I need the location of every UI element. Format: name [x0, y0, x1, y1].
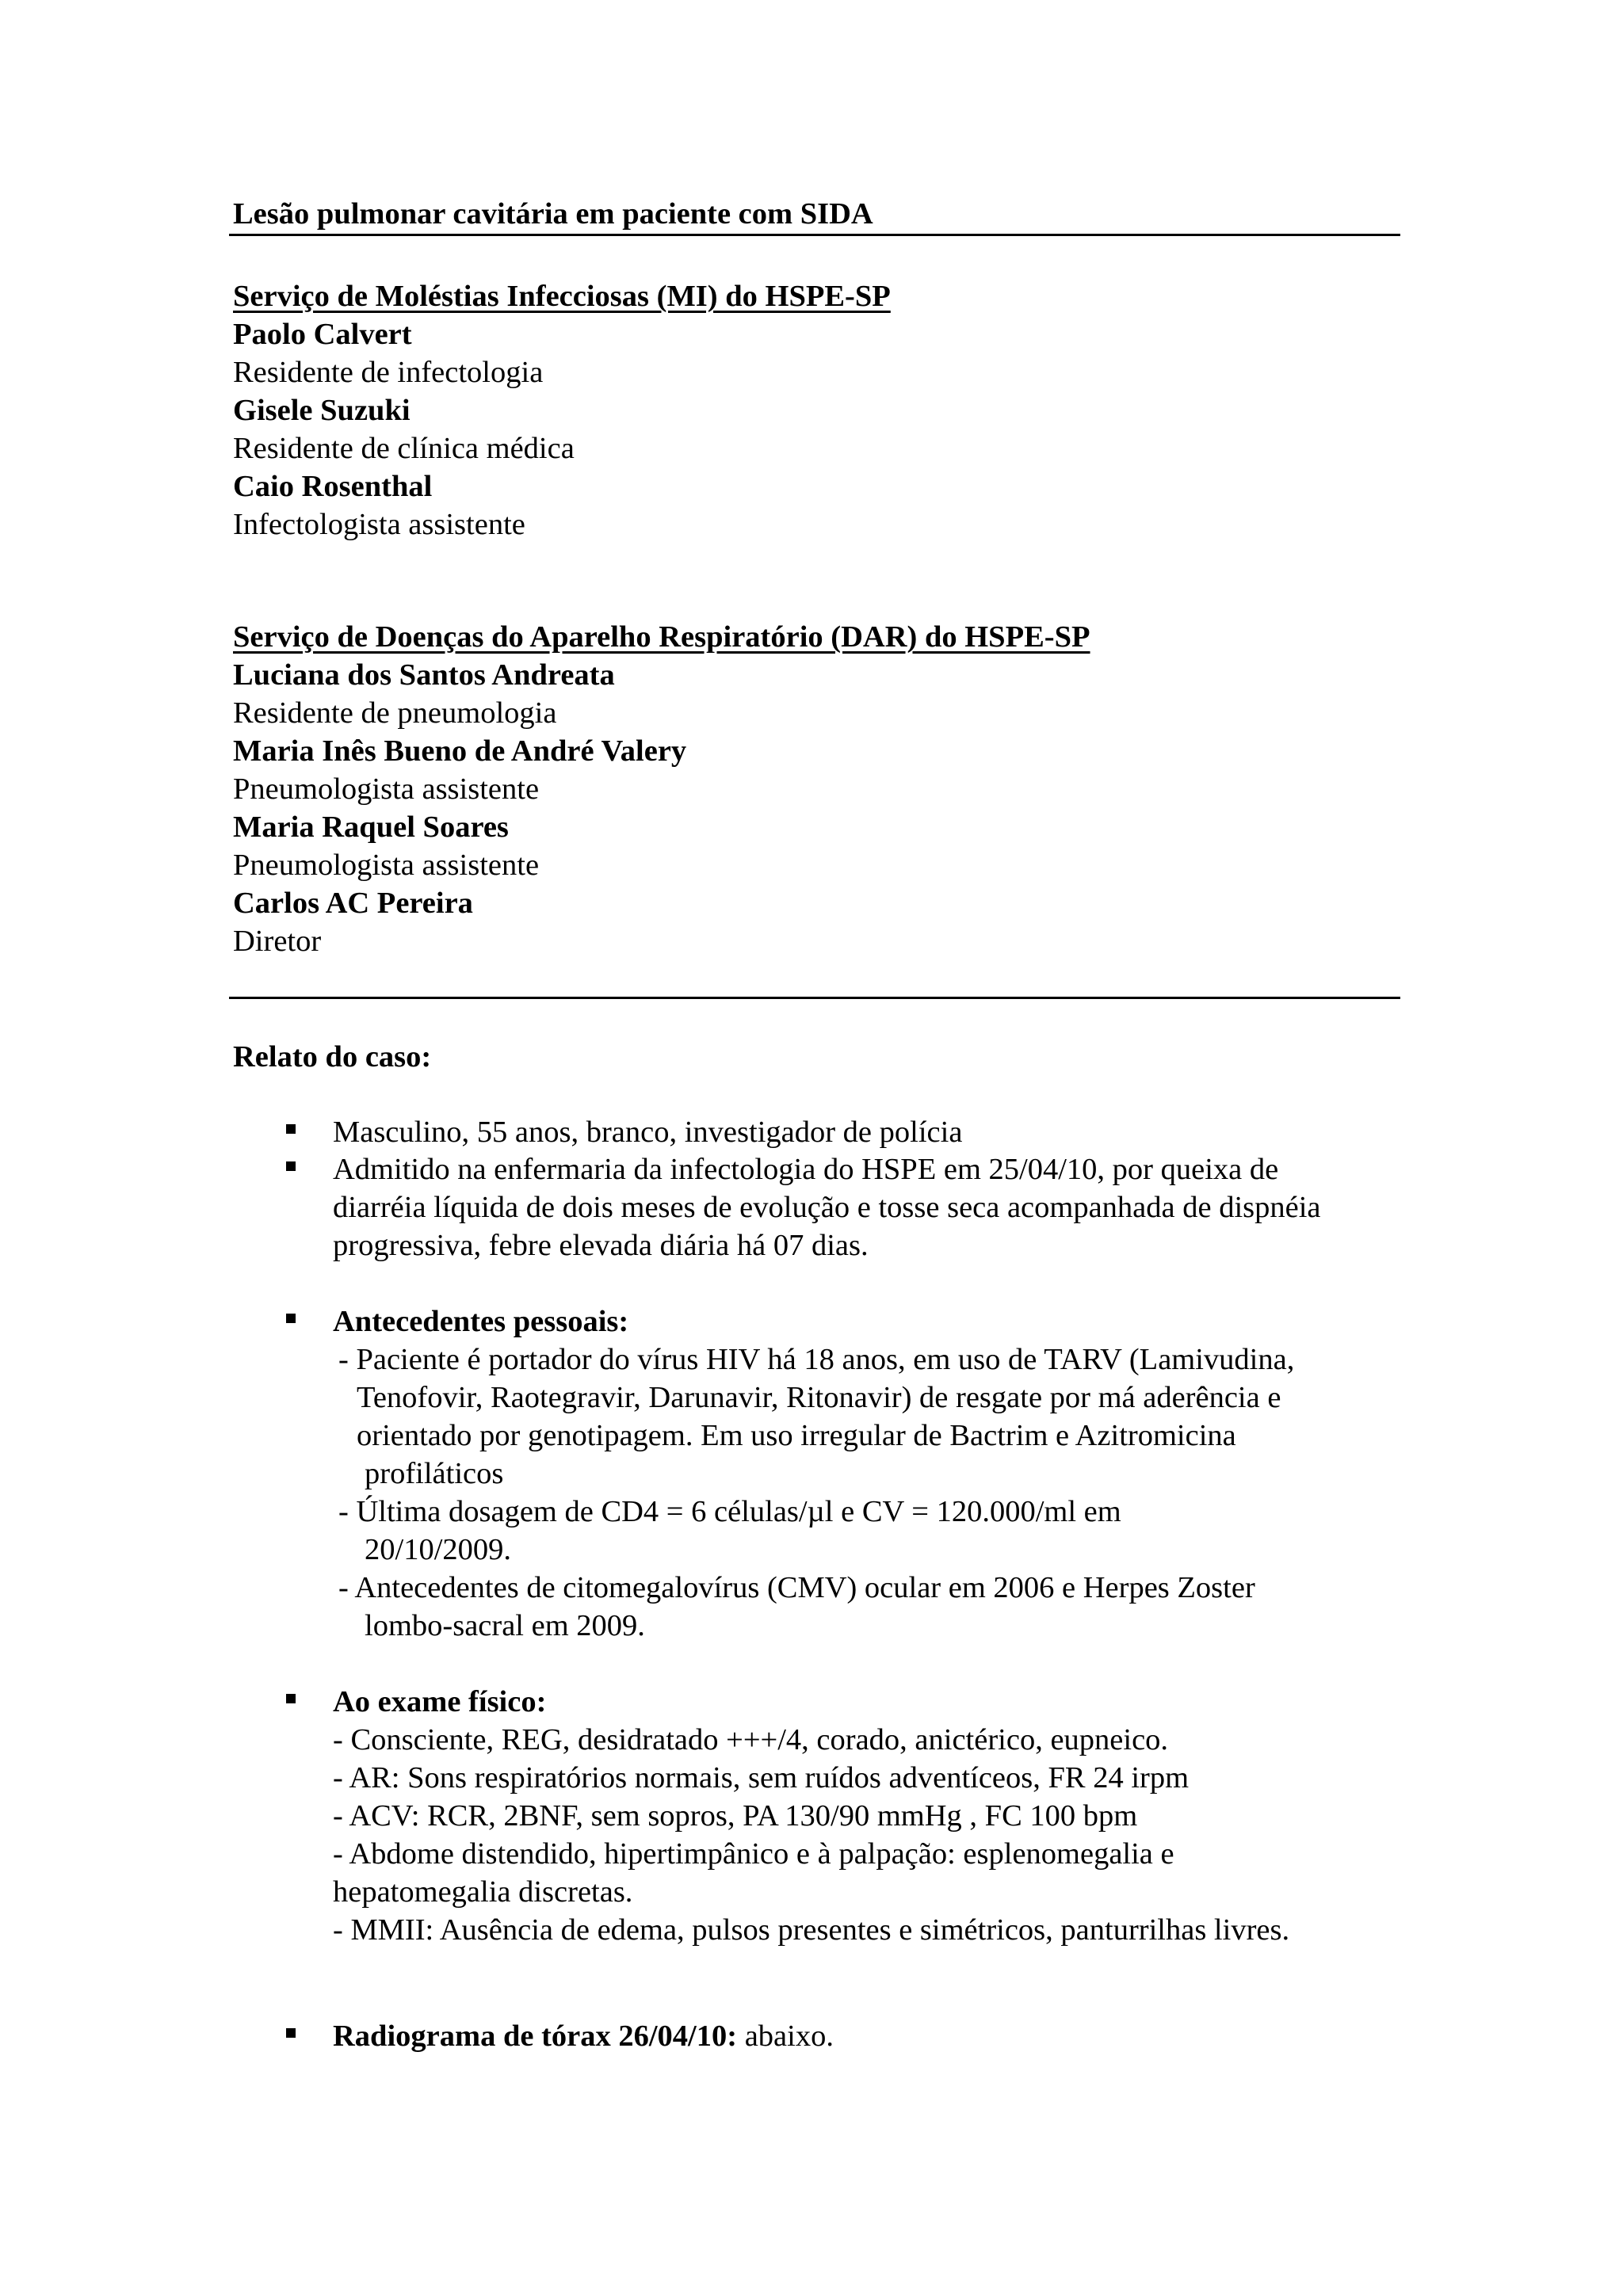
section-divider	[229, 997, 1400, 999]
relato-item-line: Admitido na enfermaria da infectologia do HSPE em 25/04/10, por queixa de	[333, 1153, 1279, 1186]
dar-person-role: Diretor	[233, 925, 322, 958]
antecedentes-line: lombo-sacral em 2009.	[365, 1609, 645, 1642]
dar-section-heading: Serviço de Doenças do Aparelho Respiratório (DAR) do HSPE-SP	[233, 620, 1090, 654]
relato-heading: Relato do caso:	[233, 1040, 432, 1074]
antecedentes-heading: Antecedentes pessoais:	[333, 1305, 629, 1338]
mi-person-name: Caio Rosenthal	[233, 470, 433, 503]
exame-line: - AR: Sons respiratórios normais, sem ruídos adventíceos, FR 24 irpm	[333, 1761, 1190, 1794]
exame-line: - Consciente, REG, desidratado +++/4, corado, anictérico, eupneico.	[333, 1723, 1169, 1756]
antecedentes-line: 20/10/2009.	[365, 1533, 512, 1566]
radiograma-label: Radiograma de tórax 26/04/10:	[333, 2019, 738, 2053]
document-title: Lesão pulmonar cavitária em paciente com SIDA	[233, 197, 873, 231]
title-divider	[229, 234, 1400, 236]
dar-person-role: Residente de pneumologia	[233, 696, 557, 730]
antecedentes-line: profiláticos	[365, 1457, 504, 1490]
antecedentes-line: orientado por genotipagem. Em uso irregular de Bactrim e Azitromicina	[357, 1419, 1236, 1452]
relato-item: Masculino, 55 anos, branco, investigador de polícia	[333, 1116, 963, 1149]
mi-person-role: Residente de clínica médica	[233, 432, 575, 465]
radiograma-text: abaixo.	[744, 2019, 834, 2053]
mi-person-name: Gisele Suzuki	[233, 394, 411, 427]
bullet-icon	[286, 1314, 296, 1323]
mi-person-role: Infectologista assistente	[233, 508, 525, 541]
exame-heading: Ao exame físico:	[333, 1685, 547, 1718]
dar-person-name: Carlos AC Pereira	[233, 887, 473, 920]
dar-person-name: Luciana dos Santos Andreata	[233, 658, 615, 692]
bullet-icon	[286, 1161, 296, 1171]
relato-item-line: diarréia líquida de dois meses de evolução e tosse seca acompanhada de dispnéia	[333, 1191, 1321, 1224]
dar-person-name: Maria Inês Bueno de André Valery	[233, 734, 687, 768]
bullet-icon	[286, 1124, 296, 1134]
antecedentes-line: - Última dosagem de CD4 = 6 células/µl e CV = 120.000/ml em	[338, 1495, 1121, 1528]
exame-line: - ACV: RCR, 2BNF, sem sopros, PA 130/90 mmHg , FC 100 bpm	[333, 1799, 1138, 1833]
exame-line: - Abdome distendido, hipertimpânico e à palpação: esplenomegalia e	[333, 1837, 1174, 1871]
bullet-icon	[286, 1694, 296, 1703]
mi-section-heading: Serviço de Moléstias Infecciosas (MI) do HSPE-SP	[233, 280, 891, 313]
dar-person-role: Pneumologista assistente	[233, 849, 540, 882]
radiograma-item	[333, 2017, 834, 2055]
mi-person-role: Residente de infectologia	[233, 356, 544, 389]
dar-person-role: Pneumologista assistente	[233, 772, 540, 806]
relato-item-line: progressiva, febre elevada diária há 07 dias.	[333, 1229, 869, 1262]
exame-line: hepatomegalia discretas.	[333, 1875, 633, 1909]
exame-line: - MMII: Ausência de edema, pulsos presentes e simétricos, panturrilhas livres.	[333, 1913, 1290, 1947]
antecedentes-line: Tenofovir, Raotegravir, Darunavir, Ritonavir) de resgate por má aderência e	[357, 1381, 1281, 1414]
antecedentes-line: - Paciente é portador do vírus HIV há 18 anos, em uso de TARV (Lamivudina,	[338, 1343, 1295, 1376]
antecedentes-line: - Antecedentes de citomegalovírus (CMV) ocular em 2006 e Herpes Zoster	[338, 1571, 1255, 1604]
mi-person-name: Paolo Calvert	[233, 318, 412, 351]
dar-person-name: Maria Raquel Soares	[233, 810, 509, 844]
bullet-icon	[286, 2028, 296, 2038]
